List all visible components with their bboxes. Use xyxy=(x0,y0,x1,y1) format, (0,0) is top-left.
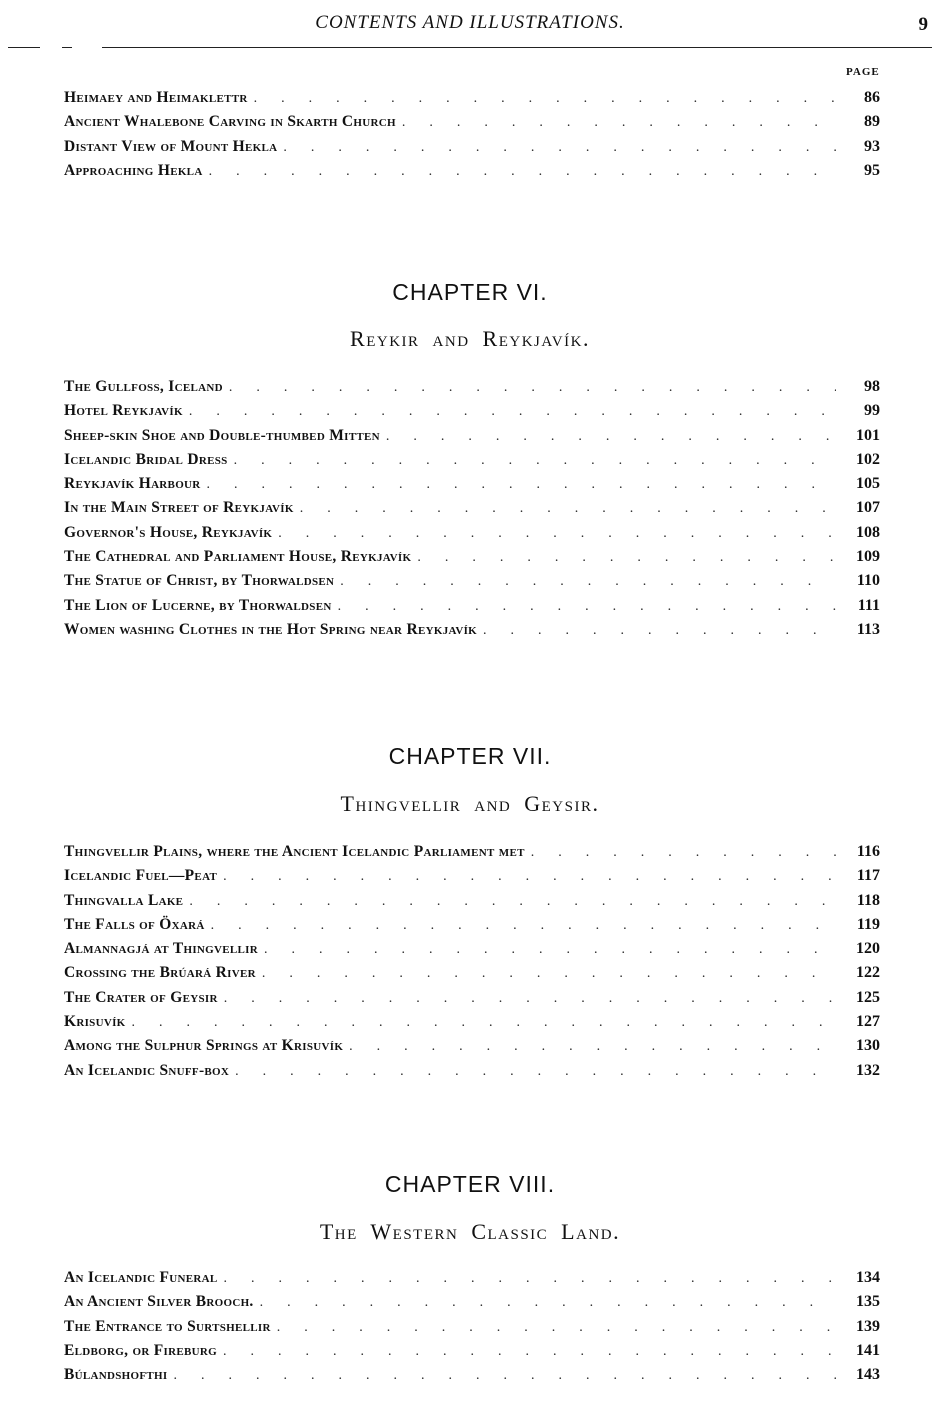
entry-page: 105 xyxy=(836,472,880,496)
entry-page: 122 xyxy=(836,961,880,985)
dot-leader xyxy=(254,87,836,110)
dot-leader xyxy=(417,546,836,569)
contents-entry xyxy=(64,110,880,134)
chapter-subtitle: Thingvellir and Geysir. xyxy=(340,791,600,816)
entry-page: 118 xyxy=(836,889,880,913)
entry-page: 135 xyxy=(836,1290,880,1314)
contents-entry xyxy=(64,594,880,618)
contents-entry xyxy=(64,889,880,913)
contents-entry xyxy=(64,864,880,888)
contents-entry xyxy=(64,1010,880,1034)
entry-page: 109 xyxy=(836,545,880,569)
dot-leader xyxy=(211,914,836,937)
chapter-heading: CHAPTER VII. xyxy=(388,743,552,769)
dot-leader xyxy=(278,522,836,545)
header-rule-gap xyxy=(40,44,62,51)
entry-title: Women washing Clothes in the Hot Spring near Reykjavík xyxy=(64,618,483,642)
dot-leader xyxy=(338,595,836,618)
contents-entry xyxy=(64,424,880,448)
contents-list xyxy=(64,86,880,183)
entry-title: Hotel Reykjavík xyxy=(64,399,189,423)
contents-entry xyxy=(64,961,880,985)
entry-title: Distant View of Mount Hekla xyxy=(64,135,283,159)
dot-leader xyxy=(229,376,836,399)
entry-page: 99 xyxy=(836,399,880,423)
contents-entry xyxy=(64,521,880,545)
entry-title: The Crater of Geysir xyxy=(64,986,224,1010)
contents-entry xyxy=(64,569,880,593)
contents-entry xyxy=(64,1363,880,1387)
entry-title: Ancient Whalebone Carving in Skarth Church xyxy=(64,110,402,134)
dot-leader xyxy=(223,865,836,888)
dot-leader xyxy=(264,938,836,961)
running-title: CONTENTS AND ILLUSTRATIONS. xyxy=(315,12,625,33)
entry-title: Icelandic Bridal Dress xyxy=(64,448,234,472)
contents-entry xyxy=(64,618,880,642)
entry-title: Thingvalla Lake xyxy=(64,889,189,913)
contents-entry xyxy=(64,399,880,423)
entry-title: Thingvellir Plains, where the Ancient Icelandic Parliament met xyxy=(64,840,531,864)
entry-title: Reykjavík Harbour xyxy=(64,472,207,496)
contents-list xyxy=(64,1266,880,1387)
entry-page: 102 xyxy=(836,448,880,472)
entry-page: 93 xyxy=(836,135,880,159)
entry-title: Icelandic Fuel—Peat xyxy=(64,864,223,888)
entry-page: 132 xyxy=(836,1059,880,1083)
dot-leader xyxy=(189,890,836,913)
page-number: 9 xyxy=(918,14,928,35)
dot-leader xyxy=(262,962,836,985)
dot-leader xyxy=(132,1011,836,1034)
entry-page: 95 xyxy=(836,159,880,183)
dot-leader xyxy=(209,160,836,183)
entry-page: 134 xyxy=(836,1266,880,1290)
dot-leader xyxy=(224,1267,836,1290)
entry-page: 125 xyxy=(836,986,880,1010)
page-column-label: PAGE xyxy=(846,66,880,78)
entry-page: 86 xyxy=(836,86,880,110)
contents-entry xyxy=(64,1034,880,1058)
running-head xyxy=(0,10,940,40)
entry-title: Heimaey and Heimaklettr xyxy=(64,86,254,110)
dot-leader xyxy=(531,841,836,864)
entry-page: 101 xyxy=(836,424,880,448)
contents-entry xyxy=(64,375,880,399)
dot-leader xyxy=(283,136,836,159)
contents-list xyxy=(64,375,880,642)
chapter-heading: CHAPTER VIII. xyxy=(384,1171,556,1197)
chapter-subtitle: Reykir and Reykjavík. xyxy=(350,326,590,351)
dot-leader xyxy=(173,1364,836,1387)
contents-entry xyxy=(64,545,880,569)
dot-leader xyxy=(234,449,836,472)
chapter-subtitle: The Western Classic Land. xyxy=(319,1219,621,1244)
contents-entry xyxy=(64,840,880,864)
entry-page: 89 xyxy=(836,110,880,134)
contents-entry xyxy=(64,1339,880,1363)
entry-title: Governor's House, Reykjavík xyxy=(64,521,278,545)
entry-title: The Lion of Lucerne, by Thorwaldsen xyxy=(64,594,338,618)
chapter-heading: CHAPTER VI. xyxy=(392,279,548,305)
entry-title: The Gullfoss, Iceland xyxy=(64,375,229,399)
contents-entry xyxy=(64,1059,880,1083)
dot-leader xyxy=(300,497,836,520)
dot-leader xyxy=(402,111,836,134)
header-rule xyxy=(8,47,932,48)
dot-leader xyxy=(340,570,836,593)
entry-title: Crossing the Brúará River xyxy=(64,961,262,985)
contents-entry xyxy=(64,986,880,1010)
dot-leader xyxy=(189,400,836,423)
entry-page: 113 xyxy=(836,618,880,642)
entry-page: 127 xyxy=(836,1010,880,1034)
contents-entry xyxy=(64,937,880,961)
contents-entry xyxy=(64,1290,880,1314)
dot-leader xyxy=(349,1035,836,1058)
entry-page: 139 xyxy=(836,1315,880,1339)
contents-entry xyxy=(64,472,880,496)
entry-title: Krisuvík xyxy=(64,1010,132,1034)
entry-page: 130 xyxy=(836,1034,880,1058)
entry-page: 141 xyxy=(836,1339,880,1363)
contents-entry xyxy=(64,448,880,472)
entry-title: An Ancient Silver Brooch. xyxy=(64,1290,260,1314)
contents-entry xyxy=(64,135,880,159)
contents-entry xyxy=(64,913,880,937)
dot-leader xyxy=(260,1291,836,1314)
dot-leader xyxy=(235,1060,836,1083)
entry-page: 111 xyxy=(836,594,880,618)
entry-title: Búlandshofthi xyxy=(64,1363,173,1387)
dot-leader xyxy=(386,425,836,448)
contents-entry xyxy=(64,86,880,110)
contents-list xyxy=(64,840,880,1083)
entry-title: The Statue of Christ, by Thorwaldsen xyxy=(64,569,340,593)
dot-leader xyxy=(224,987,836,1010)
entry-title: In the Main Street of Reykjavík xyxy=(64,496,300,520)
entry-page: 110 xyxy=(836,569,880,593)
entry-title: Sheep-skin Shoe and Double-thumbed Mitten xyxy=(64,424,386,448)
entry-title: Among the Sulphur Springs at Krisuvík xyxy=(64,1034,349,1058)
entry-title: Eldborg, or Fireburg xyxy=(64,1339,223,1363)
dot-leader xyxy=(483,619,836,642)
entry-page: 117 xyxy=(836,864,880,888)
entry-page: 143 xyxy=(836,1363,880,1387)
contents-entry xyxy=(64,1315,880,1339)
contents-entry xyxy=(64,159,880,183)
dot-leader xyxy=(207,473,836,496)
entry-title: Approaching Hekla xyxy=(64,159,209,183)
entry-title: Almannagjá at Thingvellir xyxy=(64,937,264,961)
entry-title: An Icelandic Funeral xyxy=(64,1266,224,1290)
contents-entry xyxy=(64,1266,880,1290)
entry-page: 108 xyxy=(836,521,880,545)
entry-title: An Icelandic Snuff-box xyxy=(64,1059,235,1083)
dot-leader xyxy=(223,1340,836,1363)
entry-title: The Cathedral and Parliament House, Reykjavík xyxy=(64,545,417,569)
entry-title: The Falls of Öxará xyxy=(64,913,211,937)
header-rule-gap xyxy=(72,44,102,51)
entry-page: 98 xyxy=(836,375,880,399)
entry-page: 116 xyxy=(836,840,880,864)
entry-page: 107 xyxy=(836,496,880,520)
entry-page: 120 xyxy=(836,937,880,961)
entry-page: 119 xyxy=(836,913,880,937)
contents-entry xyxy=(64,496,880,520)
dot-leader xyxy=(277,1316,836,1339)
entry-title: The Entrance to Surtshellir xyxy=(64,1315,277,1339)
